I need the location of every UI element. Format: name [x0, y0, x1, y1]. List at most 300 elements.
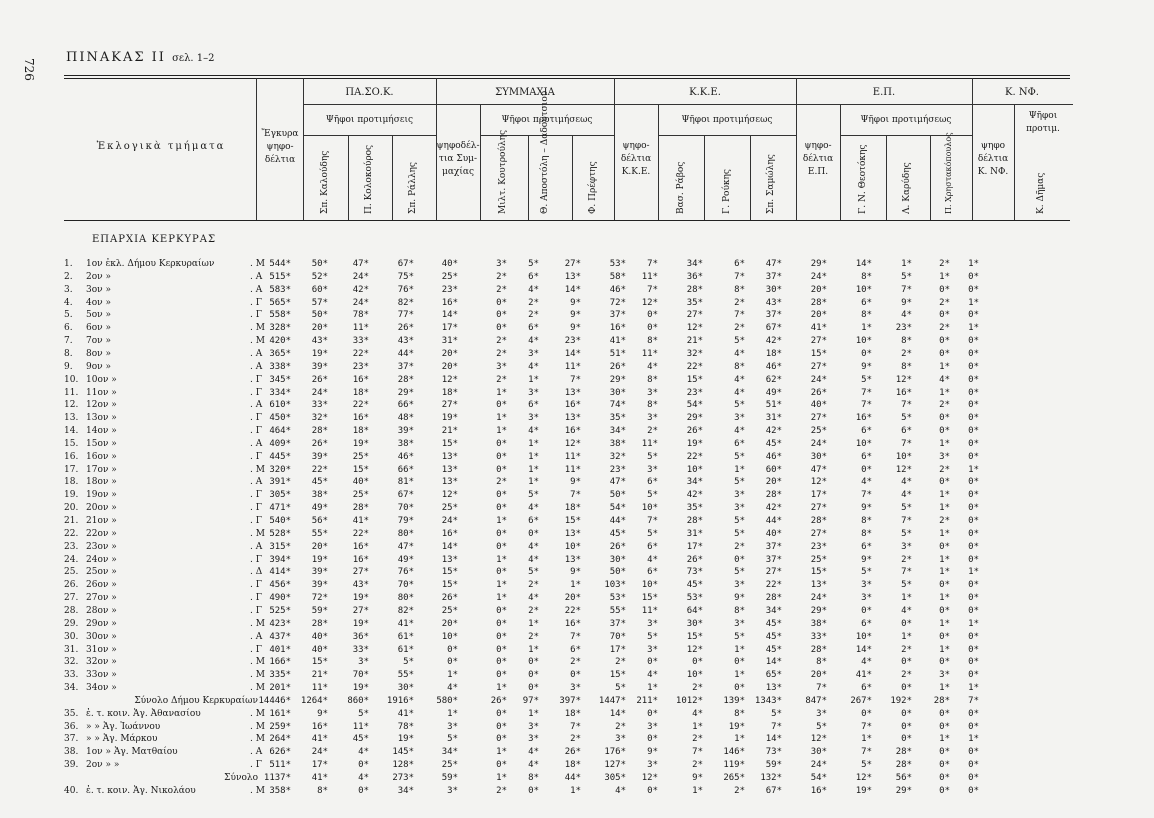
table-cell: 0* [939, 773, 950, 783]
table-cell: 50* [609, 490, 626, 501]
table-cell: 3* [647, 618, 658, 629]
table-cell: 28* [686, 284, 703, 295]
table-cell: 5* [901, 413, 912, 424]
table-cell: 345* [269, 374, 291, 385]
table-cell: 3* [939, 670, 950, 681]
row-group-code: . Μ [250, 657, 265, 668]
hdr-divider [303, 78, 304, 220]
table-cell: 0* [861, 605, 872, 616]
table-cell: 0* [968, 580, 979, 591]
table-cell: 28* [810, 516, 827, 526]
table-cell: 8* [734, 605, 745, 616]
row-number: 13. [64, 413, 79, 424]
row-group-code: . Γ [250, 503, 262, 514]
table-cell: 3* [901, 541, 912, 552]
table-cell: 20* [810, 284, 827, 295]
table-cell: 2* [615, 721, 626, 732]
table-cell: 43* [765, 297, 782, 308]
table-cell: 0* [968, 760, 979, 771]
row-number: 34. [64, 683, 79, 694]
table-cell: 18* [564, 708, 581, 719]
table-cell: 41* [311, 734, 328, 745]
table-cell: 6* [861, 297, 872, 308]
row-name: 13ον » [86, 413, 117, 424]
table-cell: 3* [647, 721, 658, 732]
table-cell: 80* [397, 593, 414, 604]
row-name: 10ον » [86, 374, 117, 385]
table-cell: 8* [734, 361, 745, 372]
table-row [64, 399, 1074, 411]
ballots-kke [614, 140, 658, 179]
table-cell: 4* [647, 361, 658, 372]
table-cell: 7* [647, 259, 658, 269]
ballots-line: δέλτια [802, 154, 834, 164]
table-cell: 31* [686, 528, 703, 539]
table-cell: 7* [901, 438, 912, 449]
table-cell: 67* [397, 259, 414, 269]
row-label [64, 464, 265, 476]
table-cell: 25* [352, 490, 369, 501]
table-cell: 2* [528, 310, 539, 321]
table-cell: 0* [528, 785, 539, 796]
table-cell: 6* [734, 259, 745, 269]
table-cell: 32* [609, 451, 626, 462]
table-cell: 1* [939, 528, 950, 539]
table-cell: 0* [968, 490, 979, 501]
table-cell: 1* [939, 503, 950, 514]
table-cell: 0* [968, 773, 979, 783]
table-cell: 39* [311, 361, 328, 372]
page-title [66, 50, 215, 65]
table-cell: 0* [358, 760, 369, 771]
table-cell: 0* [647, 785, 658, 796]
table-cell: 0* [968, 271, 979, 282]
table-cell: 31* [441, 336, 458, 347]
table-cell: 0* [496, 618, 507, 629]
table-cell: 80* [397, 528, 414, 539]
table-cell: 16* [441, 528, 458, 539]
table-cell: 2* [939, 297, 950, 308]
table-cell: 7* [901, 284, 912, 295]
table-cell: 11* [641, 348, 658, 359]
table-cell: 409* [269, 438, 291, 449]
table-cell: 1* [734, 734, 745, 745]
table-cell: 14* [855, 259, 872, 269]
row-label [64, 528, 265, 540]
row-label [64, 592, 260, 604]
table-cell: 132* [760, 773, 782, 783]
table-cell: 7* [647, 284, 658, 295]
table-cell: 12* [855, 773, 872, 783]
table-cell: 39* [311, 567, 328, 578]
table-cell: 0* [496, 464, 507, 475]
table-row [64, 284, 1074, 296]
row-name: 34ον » [86, 683, 117, 694]
table-cell: 15* [810, 567, 827, 578]
table-cell: 17* [810, 490, 827, 501]
table-cell: 0* [496, 438, 507, 449]
candidate-name: Σπ. Σαμώλης [766, 154, 776, 214]
table-cell: 26* [686, 554, 703, 565]
table-cell: 9* [861, 554, 872, 565]
table-cell: 14* [765, 734, 782, 745]
table-row [64, 656, 1074, 668]
table-cell: 20* [441, 348, 458, 359]
row-group-code: . Μ [250, 785, 265, 796]
ballots-line: δέλτια [977, 154, 1009, 164]
table-cell: 315* [269, 541, 291, 552]
row-number: 10. [64, 374, 79, 385]
table-cell: 23* [609, 464, 626, 475]
table-cell: 328* [269, 323, 291, 334]
table-cell: 43* [352, 580, 369, 591]
table-cell: 7* [692, 747, 703, 758]
row-group-code: . Α [250, 284, 263, 295]
table-cell: 38* [810, 618, 827, 629]
table-cell: 610* [269, 400, 291, 411]
table-cell: 0* [939, 426, 950, 437]
table-cell: 1* [939, 734, 950, 745]
table-cell: 4* [901, 310, 912, 321]
row-group-code: . Γ [250, 605, 262, 616]
party-knf: Κ. ΝΦ. [1005, 87, 1039, 98]
table-cell: 161* [269, 708, 291, 719]
table-cell: 26* [609, 361, 626, 372]
row-name: 12ον » [86, 400, 117, 411]
table-row [64, 733, 1074, 745]
table-cell: 9* [734, 593, 745, 604]
row-label [64, 695, 260, 707]
table-cell: 28* [352, 503, 369, 514]
table-cell: 0* [939, 541, 950, 552]
table-cell: 45* [609, 528, 626, 539]
top-rule-2 [64, 78, 1070, 79]
table-cell: 78* [352, 310, 369, 321]
table-cell: 0* [968, 657, 979, 668]
row-label [64, 759, 260, 771]
table-cell: 2* [496, 284, 507, 295]
table-cell: 0* [496, 670, 507, 681]
row-name: 6ον » [86, 323, 111, 334]
ballots-line: ψηφοδέλ- [436, 141, 480, 151]
table-cell: 5* [647, 631, 658, 642]
table-cell: 50* [311, 259, 328, 269]
table-cell: 0* [496, 644, 507, 655]
row-number: 9. [64, 361, 73, 372]
table-cell: 22* [311, 464, 328, 475]
table-cell: 28* [895, 760, 912, 771]
row-label [64, 746, 263, 758]
row-label [64, 271, 263, 283]
row-label [64, 785, 265, 797]
table-cell: 4* [447, 683, 458, 694]
table-cell: 4* [734, 387, 745, 398]
row-name: 20ον » [86, 503, 117, 514]
table-cell: 70* [397, 503, 414, 514]
table-cell: 176* [604, 747, 626, 758]
table-cell: 31* [765, 413, 782, 424]
table-cell: 0* [861, 348, 872, 359]
row-group-code: . Γ [250, 310, 262, 321]
table-cell: 6* [861, 683, 872, 694]
table-cell: 5* [615, 683, 626, 694]
table-cell: 1* [496, 387, 507, 398]
table-cell: 5* [647, 451, 658, 462]
table-cell: 558* [269, 310, 291, 321]
table-cell: 0* [939, 631, 950, 642]
hdr-divider [572, 135, 573, 220]
table-title: ΠΙΝΑΚΑΣ ΙΙ [66, 50, 166, 65]
table-cell: 16* [352, 413, 369, 424]
table-row [64, 387, 1074, 399]
table-cell: 0* [734, 683, 745, 694]
table-cell: 0* [647, 734, 658, 745]
table-cell: 23* [441, 284, 458, 295]
table-cell: 27* [765, 567, 782, 578]
row-number: 23. [64, 541, 79, 552]
row-name: 3ον » [86, 284, 111, 295]
row-label [64, 489, 260, 501]
table-cell: 394* [269, 554, 291, 565]
pref-votes-kke: Ψῆφοι προτιμήσεως [681, 115, 773, 125]
table-cell: 1* [968, 683, 979, 694]
table-cell: 24* [311, 387, 328, 398]
table-cell: 19* [686, 438, 703, 449]
table-cell: 76* [397, 284, 414, 295]
table-cell: 2* [570, 734, 581, 745]
table-cell: 8* [816, 657, 827, 668]
table-cell: 11* [352, 323, 369, 334]
hdr-divider [392, 135, 393, 220]
row-number: 27. [64, 593, 79, 604]
row-label [64, 579, 260, 591]
table-cell: 28* [895, 747, 912, 758]
table-subtitle: σελ. 1–2 [172, 53, 215, 64]
table-cell: 44* [609, 516, 626, 526]
table-cell: 2* [939, 259, 950, 269]
table-cell: 19* [311, 348, 328, 359]
table-cell: 3* [647, 760, 658, 771]
table-cell: 1447* [598, 695, 626, 706]
row-group-code: . Α [250, 477, 263, 488]
row-label [64, 451, 260, 463]
table-cell: 1343* [754, 695, 782, 706]
ballots-line: ψηφο [980, 141, 1006, 151]
table-cell: 4* [647, 554, 658, 565]
table-cell: 41* [397, 708, 414, 719]
table-cell: 37* [609, 618, 626, 629]
table-cell: 6* [570, 644, 581, 655]
table-cell: 49* [765, 387, 782, 398]
table-cell: 6* [647, 541, 658, 552]
table-cell: 42* [765, 503, 782, 514]
table-cell: 4* [734, 426, 745, 437]
table-cell: 5* [447, 734, 458, 745]
table-cell: 2* [496, 348, 507, 359]
table-cell: 19* [311, 554, 328, 565]
table-cell: 1264* [300, 695, 328, 706]
table-cell: 1* [647, 683, 658, 694]
table-cell: 8* [861, 516, 872, 526]
row-number: 37. [64, 734, 79, 745]
table-cell: 36* [686, 271, 703, 282]
table-cell: 13* [564, 413, 581, 424]
row-group-code: . Δ [250, 567, 263, 578]
table-cell: 51* [765, 400, 782, 411]
table-cell: 22* [352, 348, 369, 359]
row-label [64, 374, 260, 386]
table-cell: 4* [692, 708, 703, 719]
row-group-code: . Μ [250, 721, 265, 732]
table-cell: 0* [734, 657, 745, 668]
table-cell: 20* [765, 477, 782, 488]
table-cell: 56* [895, 773, 912, 783]
table-cell: 14* [441, 310, 458, 321]
row-name: 2ον » » [86, 760, 120, 771]
table-cell: 42* [352, 284, 369, 295]
table-cell: 0* [901, 734, 912, 745]
table-cell: 67* [397, 490, 414, 501]
row-name: 15ον » [86, 438, 117, 449]
candidate-name: Σπ. Καλούδης [320, 150, 330, 214]
table-cell: 423* [269, 618, 291, 629]
table-cell: 3* [647, 464, 658, 475]
header-valid-line: Ἔγκυρα [261, 129, 299, 139]
table-cell: 34* [397, 785, 414, 796]
table-cell: 27* [564, 259, 581, 269]
row-name: 26ον » [86, 580, 117, 591]
table-cell: 28* [810, 297, 827, 308]
table-cell: 16* [352, 374, 369, 385]
table-cell: 30* [397, 683, 414, 694]
table-cell: 4* [528, 426, 539, 437]
table-cell: 0* [528, 528, 539, 539]
table-cell: 2* [570, 657, 581, 668]
table-cell: 6* [528, 516, 539, 526]
table-cell: 3* [528, 734, 539, 745]
table-cell: 22* [564, 605, 581, 616]
row-group-code: . Γ [250, 644, 262, 655]
table-cell: 42* [765, 426, 782, 437]
table-cell: 17* [311, 760, 328, 771]
table-cell: 49* [397, 554, 414, 565]
table-cell: 26* [311, 438, 328, 449]
table-cell: 4* [734, 374, 745, 385]
row-number: 39. [64, 760, 79, 771]
header-valid-ballots [257, 128, 303, 167]
table-cell: 145* [392, 747, 414, 758]
table-row [64, 618, 1074, 630]
table-cell: 211* [636, 695, 658, 706]
table-cell: 1* [939, 683, 950, 694]
table-cell: 0* [939, 721, 950, 732]
row-number: 5. [64, 310, 73, 321]
row-group-code: . Α [250, 631, 263, 642]
table-cell: 24* [352, 271, 369, 282]
row-label [64, 772, 260, 784]
table-cell: 1* [939, 438, 950, 449]
table-cell: 2* [528, 580, 539, 591]
table-cell: 20* [441, 361, 458, 372]
table-cell: 445* [269, 451, 291, 462]
table-row [64, 361, 1074, 373]
table-cell: 11* [641, 271, 658, 282]
table-cell: 40* [311, 644, 328, 655]
table-cell: 7* [570, 631, 581, 642]
table-cell: 46* [609, 284, 626, 295]
table-cell: 34* [441, 747, 458, 758]
table-cell: 4* [358, 747, 369, 758]
ballots-line: ψηφο- [804, 141, 832, 151]
table-cell: 456* [269, 580, 291, 591]
ballots-line: τια Συμ- [438, 154, 478, 164]
table-cell: 25* [352, 451, 369, 462]
table-cell: 2* [615, 657, 626, 668]
table-cell: 53* [609, 593, 626, 604]
table-cell: 2* [901, 644, 912, 655]
table-cell: 18* [441, 387, 458, 398]
table-cell: 1* [496, 683, 507, 694]
table-cell: 5* [771, 708, 782, 719]
table-cell: 79* [397, 516, 414, 526]
table-cell: 25* [441, 503, 458, 514]
table-cell: 0* [968, 670, 979, 681]
row-number: 2. [64, 271, 73, 282]
table-cell: 26* [810, 387, 827, 398]
table-cell: 1* [901, 631, 912, 642]
table-cell: 0* [939, 580, 950, 591]
table-cell: 0* [968, 336, 979, 347]
table-cell: 16* [441, 297, 458, 308]
table-cell: 146* [723, 747, 745, 758]
table-row [64, 554, 1074, 566]
table-cell: 1* [496, 747, 507, 758]
table-cell: 13* [564, 271, 581, 282]
table-cell: 4* [647, 670, 658, 681]
table-cell: 16* [609, 323, 626, 334]
table-cell: 13* [564, 528, 581, 539]
table-cell: 3* [496, 259, 507, 269]
table-cell: 1* [734, 670, 745, 681]
table-cell: 860* [347, 695, 369, 706]
table-cell: 18* [564, 503, 581, 514]
table-cell: 37* [765, 541, 782, 552]
table-cell: 0* [496, 400, 507, 411]
table-cell: 4* [528, 284, 539, 295]
row-label [64, 309, 260, 321]
table-cell: 33* [311, 400, 328, 411]
table-cell: 338* [269, 361, 291, 372]
table-cell: 3* [734, 580, 745, 591]
table-cell: 1* [528, 708, 539, 719]
table-cell: 1* [496, 580, 507, 591]
table-cell: 32* [311, 413, 328, 424]
table-cell: 2* [496, 336, 507, 347]
table-cell: 37* [397, 361, 414, 372]
table-cell: 19* [855, 785, 872, 796]
table-cell: 27* [810, 336, 827, 347]
table-cell: 10* [441, 631, 458, 642]
row-group-code: . Α [250, 400, 263, 411]
row-name: 29ον » [86, 618, 117, 629]
table-cell: 4* [358, 773, 369, 783]
table-cell: 16* [895, 387, 912, 398]
table-row [64, 348, 1074, 360]
table-cell: 82* [397, 605, 414, 616]
table-cell: 8* [647, 336, 658, 347]
table-row [64, 785, 1074, 797]
table-row [64, 708, 1074, 720]
